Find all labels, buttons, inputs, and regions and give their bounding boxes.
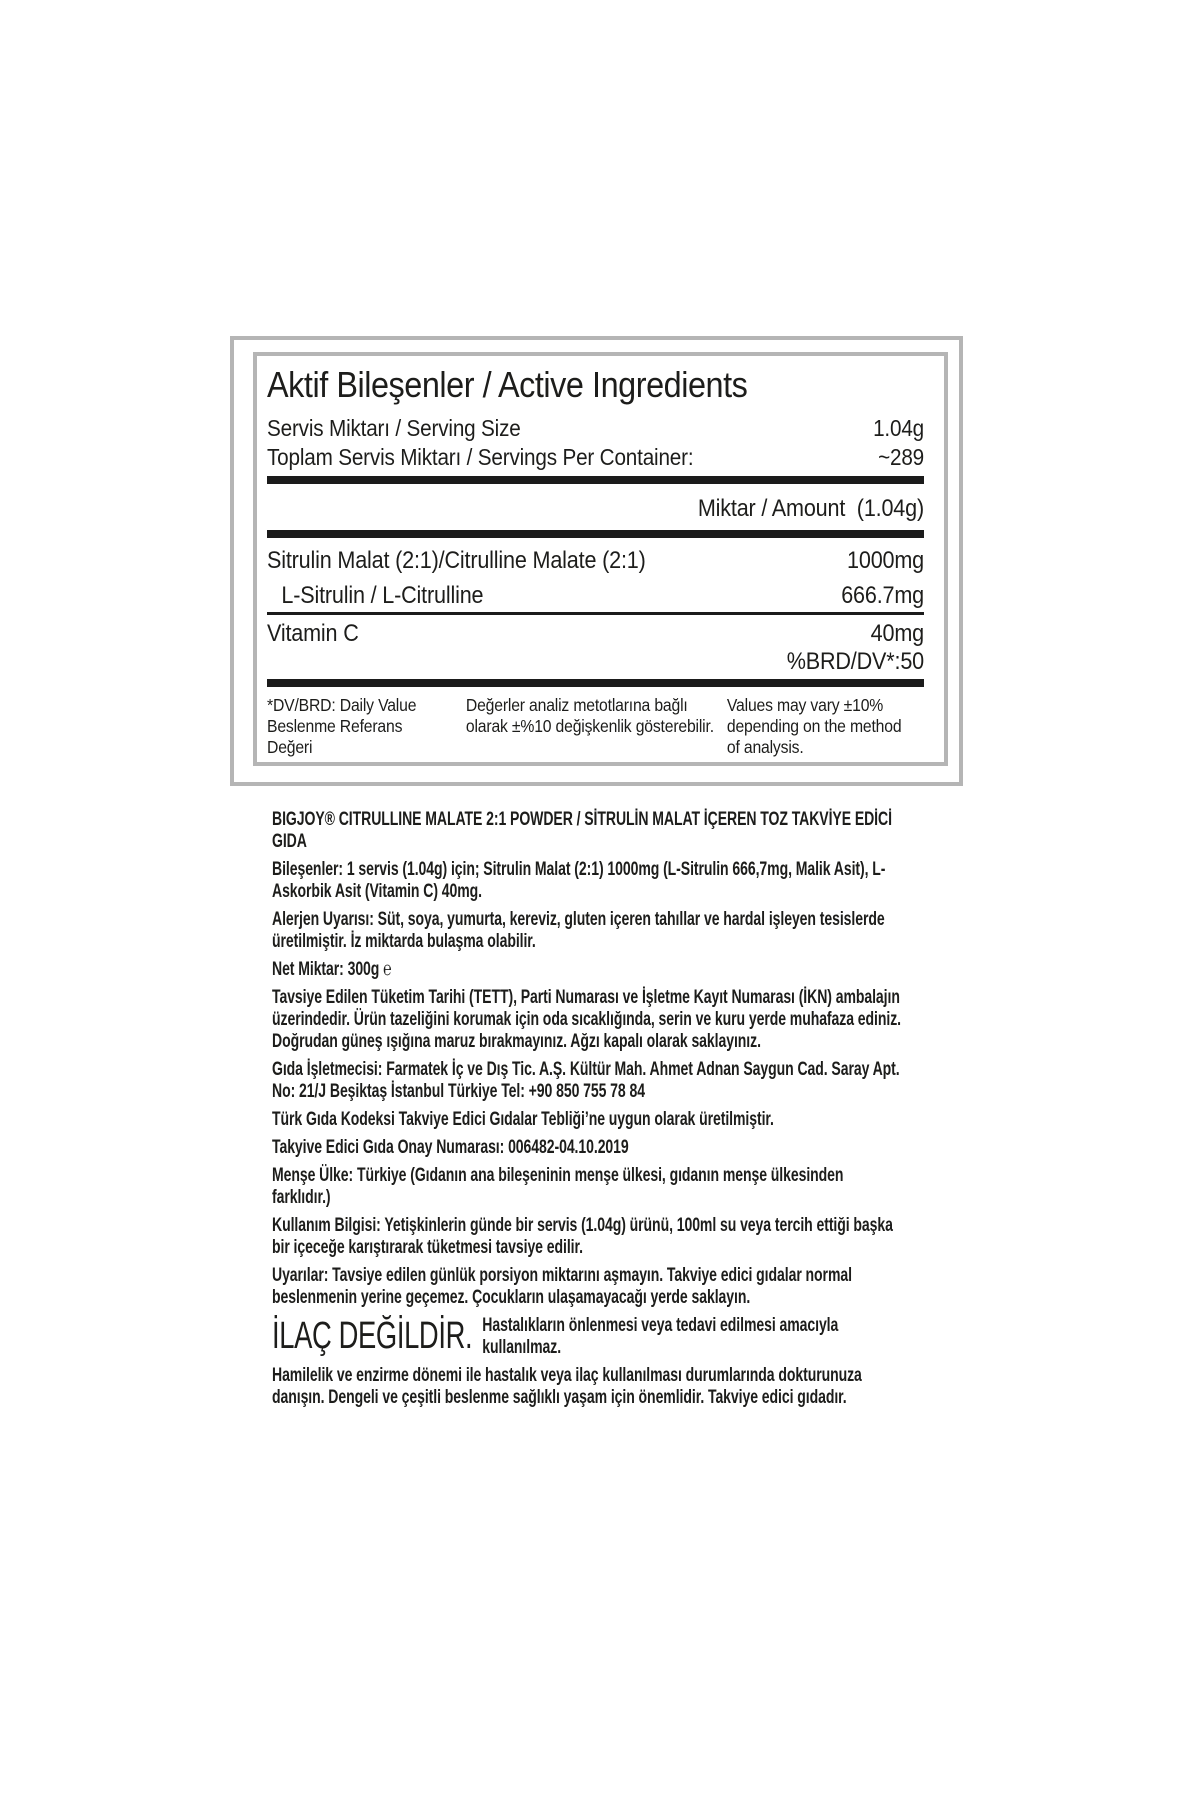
serving-size-row [267,414,924,443]
divider-thin [267,612,924,615]
allergen-warning: Alerjen Uyarısı: Süt, soya, yumurta, kereviz, gluten içeren tahıllar ve hardal işleyen tesislerde üretilmiştir. İz miktarda bulaşma olabilir. [272,908,885,952]
panel-footnotes [267,695,924,758]
storage-info: Tavsiye Edilen Tüketim Tarihi (TETT), Parti Numarası ve İşletme Kayıt Numarası (İKN) ambalajın üzerindedir. Ürün tazeliğini korumak için oda sıcaklığında, serin ve kuru yerde muhafaza ediniz. Doğrudan güneş ışığına maruz bırakmayınız. Ağzı kapalı olarak saklayınız. [272,986,901,1052]
serving-size-value: 1.04g [873,415,924,441]
panel-title: Aktif Bileşenler / Active Ingredients [267,364,748,405]
servings-per-container-row [267,443,924,472]
divider-thick [267,530,924,538]
label-body-text [272,808,906,1414]
vitamin-c-label: Vitamin C [267,620,359,647]
citrulline-malate-label: Sitrulin Malat (2:1)/Citrulline Malate (2:1) [267,547,646,574]
not-medicine-block [272,1314,906,1358]
serving-size-label: Servis Miktarı / Serving Size [267,415,521,441]
citrulline-malate-amount: 1000mg [847,547,924,574]
usage-info: Kullanım Bilgisi: Yetişkinlerin günde bir servis (1.04g) ürünü, 100ml su veya tercih ettiği başka bir içeceğe karıştırarak tüketmesi tavsiye edilir. [272,1214,893,1258]
product-name: BIGJOY® CITRULLINE MALATE 2:1 POWDER / SİTRULİN MALAT İÇEREN TOZ TAKVİYE EDİCİ GIDA [272,808,892,852]
footnote-dv-brd: *DV/BRD: Daily Value Beslenme Referans Değeri [267,695,417,757]
warnings: Uyarılar: Tavsiye edilen günlük porsiyon miktarını aşmayın. Takviye edici gıdalar normal beslenmenin yerine geçemez. Çocukların ulaşamayacağı yerde saklayın. [272,1264,852,1308]
divider-thick [267,476,924,484]
codex-compliance: Türk Gıda Kodeksi Takviye Edici Gıdalar Tebliği’ne uygun olarak üretilmiştir. [272,1108,774,1130]
net-quantity: Net Miktar: 300g ℮ [272,958,392,980]
daily-value-line: %BRD/DV*:50 [786,648,924,675]
ingredient-row-l-citrulline [267,581,924,611]
l-citrulline-label: L-Sitrulin / L-Citrulline [281,582,484,609]
footnote-variance-tr: Değerler analiz metotlarına bağlı olarak ±%10 değişkenlik gösterebilir. [465,695,714,736]
approval-number: Takyive Edici Gıda Onay Numarası: 006482-04.10.2019 [272,1136,629,1158]
pregnancy-advice: Hamilelik ve enzirme dönemi ile hastalık veya ilaç kullanılması durumlarında dokturunuza danışın. Dengeli ve çeşitli beslenme sağlıklı yaşam için önemlidir. Takviye edici gıdadır. [272,1364,862,1408]
country-of-origin: Menşe Ülke: Türkiye (Gıdanın ana bileşeninin menşe ülkesi, gıdanın menşe ülkesinden farklıdır.) [272,1164,844,1208]
vitamin-c-amount: 40mg [870,620,924,647]
not-medicine-explanation: Hastalıkların önlenmesi veya tedavi edilmesi amacıyla kullanılmaz. [482,1314,839,1358]
ingredients-paragraph: Bileşenler: 1 servis (1.04g) için; Sitrulin Malat (2:1) 1000mg (L-Sitrulin 666,7mg, Malik Asit), L-Askorbik Asit (Vitamin C) 40mg. [272,858,886,902]
divider-thick [267,679,924,687]
ingredient-row-citrulline-malate [267,546,924,576]
amount-column-header: Miktar / Amount (1.04g) [697,495,924,522]
servings-per-container-value: ~289 [878,444,924,470]
not-medicine-statement: İLAÇ DEĞİLDİR. [272,1315,473,1357]
ingredient-row-vitamin-c [267,619,924,649]
l-citrulline-amount: 666.7mg [841,582,924,609]
footnote-variance-en: Values may vary ±10% depending on the method of analysis. [726,695,902,757]
active-ingredients-panel [267,365,924,758]
operator-info: Gıda İşletmecisi: Farmatek İç ve Dış Tic. A.Ş. Kültür Mah. Ahmet Adnan Saygun Cad. Saray Apt. No: 21/J Beşiktaş İstanbul Türkiye Tel: +90 850 755 78 84 [272,1058,900,1102]
servings-per-container-label: Toplam Servis Miktarı / Servings Per Container: [267,444,694,470]
